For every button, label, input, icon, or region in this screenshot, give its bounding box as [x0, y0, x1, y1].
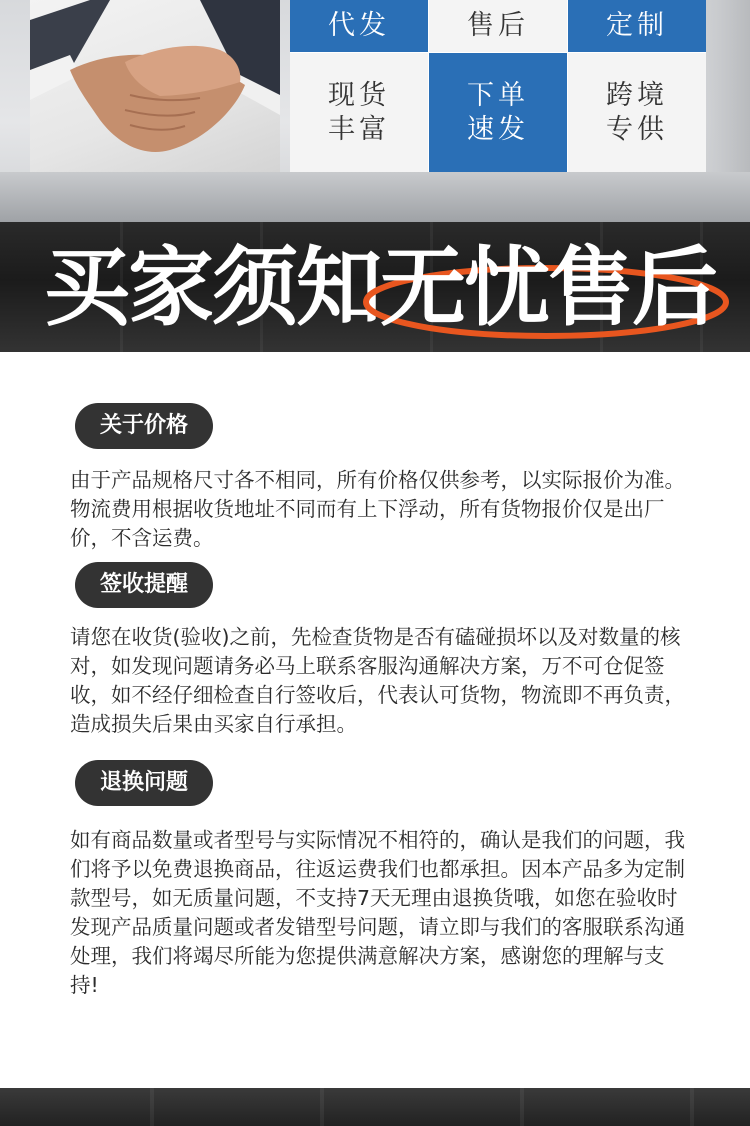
grid-cell-cross-border: 跨境 专供 [568, 53, 706, 172]
headline-worry-free-service: 无忧售后 [380, 238, 716, 338]
handshake-photo [30, 0, 280, 172]
banner-bottom-band [0, 172, 750, 222]
section-text-returns: 如有商品数量或者型号与实际情况不相符的，确认是我们的问题，我们将予以免费退换商品，往返运费我们也都承担。因本产品多为定制款型号，如无质量问题，不支持7天无理由退换货哦，如您在验收时发现产品质量问题或者发错型号问题，请立即与我们的客服联系沟通处理，我们将竭尽所能为您提供满意解决方案，感谢您的理解与支持! [70, 828, 685, 997]
section-text-receipt-reminder: 请您在收货(验收)之前，先检查货物是否有磕碰损坏以及对数量的核对，如发现问题请务必马上联系客服沟通解决方案，万不可仓促签收，如不经仔细检查自行签收后，代表认可货物，物流即不再负责，造成损失后果由买家自行承担。 [70, 625, 685, 736]
headline-buyer-notice: 买家须知 [44, 238, 380, 338]
section-label-price: 关于价格 [75, 403, 213, 449]
bottom-dark-strip [0, 1088, 750, 1126]
handshake-image [30, 0, 280, 172]
grid-cell-dropship: 代发 [290, 0, 428, 52]
section-text-price: 由于产品规格尺寸各不相同，所有价格仅供参考，以实际报价为准。物流费用根据收货地址不同而有上下浮动，所有货物报价仅是出厂价，不含运费。 [70, 468, 685, 550]
grid-cell-fast-shipping: 下单 速发 [429, 53, 567, 172]
grid-cell-rich-stock: 现货 丰富 [290, 53, 428, 172]
section-label-returns: 退换问题 [75, 760, 213, 806]
feature-grid [290, 0, 706, 172]
section-label-receipt-reminder: 签收提醒 [75, 562, 213, 608]
grid-cell-customization: 定制 [568, 0, 706, 52]
headline-banner [0, 222, 750, 352]
top-banner [0, 0, 750, 222]
grid-cell-after-sales: 售后 [429, 0, 567, 52]
